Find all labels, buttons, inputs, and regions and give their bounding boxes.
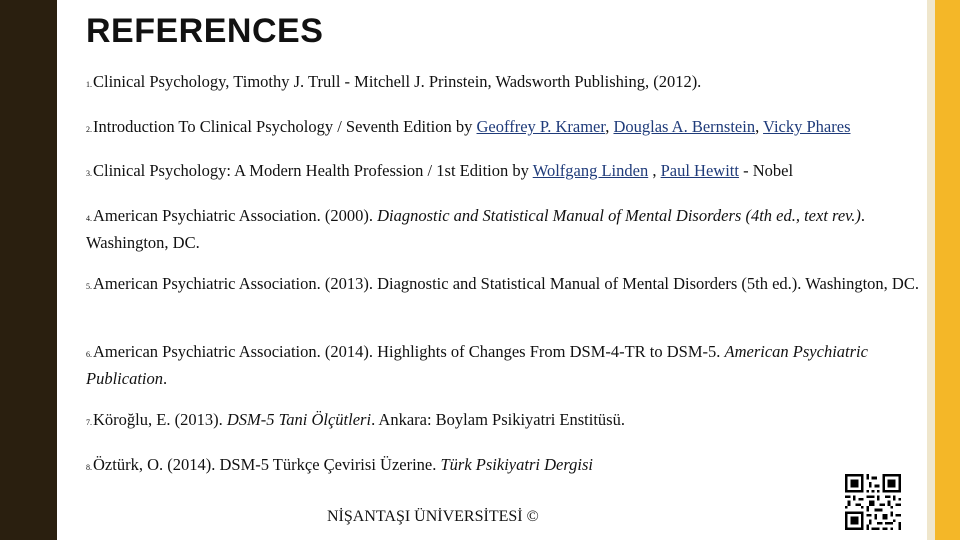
reference-text: American Psychiatric Association. (2013). Diagnostic and Statistical Manual of Mental Disorders (5th ed.). Washington, DC. [93,274,919,293]
slide-title: REFERENCES [86,12,324,50]
reference-item-2: 2.Introduction To Clinical Psychology / Seventh Edition by Geoffrey P. Kramer, Douglas A. Bernstein, Vicky Phares [86,117,851,136]
reference-item-5 [86,272,926,299]
reference-italic-title: American Psychiatric Publication [86,342,868,388]
reference-number: 2. [86,125,92,134]
right-accent-stripe [927,0,935,540]
reference-item-6 [86,340,926,391]
right-decorative-bar [935,0,960,540]
reference-suffix: . [163,369,168,388]
reference-italic-title: DSM-5 Tani Ölçütleri [226,410,372,429]
reference-text: Clinical Psychology, Timothy J. Trull - Mitchell J. Prinstein, Wadsworth Publishing, (2012). [93,72,702,91]
left-decorative-bar [0,0,57,540]
reference-italic-title: Diagnostic and Statistical Manual of Mental Disorders (4th ed., text rev.) [377,206,861,225]
reference-suffix: . Ankara: Boylam Psikiyatri Enstitüsü. [371,410,625,429]
reference-item-7 [86,408,926,435]
reference-text: American Psychiatric Association. (2000). [93,206,378,225]
reference-number: 7. [86,418,92,427]
reference-number: 8. [86,463,92,472]
reference-text: Introduction To Clinical Psychology / Seventh Edition by [93,117,477,136]
author-separator: , [648,161,661,180]
author-link-hewitt[interactable]: Paul Hewitt [660,161,739,180]
reference-text: Clinical Psychology: A Modern Health Profession / 1st Edition by [93,161,533,180]
reference-text: American Psychiatric Association. (2014). Highlights of Changes From DSM-4-TR to DSM-5. [93,342,725,361]
author-link-bernstein[interactable]: Douglas A. Bernstein [613,117,756,136]
reference-suffix: - Nobel [738,161,794,180]
reference-item-8 [86,453,926,480]
reference-suffix: . Washington, DC. [86,206,866,252]
reference-italic-title: Türk Psikiyatri Dergisi [440,455,593,474]
author-link-kramer[interactable]: Geoffrey P. Kramer [476,117,606,136]
author-link-phares[interactable]: Vicky Phares [763,117,851,136]
reference-number: 4. [86,214,92,223]
reference-item-1 [86,70,926,97]
reference-text: Öztürk, O. (2014). DSM-5 Türkçe Çevirisi Üzerine. [93,455,441,474]
footer-copyright: NİŞANTAŞI ÜNİVERSİTESİ © [327,508,539,525]
reference-number: 3. [86,169,92,178]
reference-item-3 [86,159,926,186]
reference-number: 1. [86,80,92,89]
reference-item-4 [86,204,926,255]
author-link-linden[interactable]: Wolfgang Linden [532,161,649,180]
reference-text: Köroğlu, E. (2013). [93,410,227,429]
reference-number: 5. [86,282,92,291]
qr-code-icon [845,474,901,530]
reference-number: 6. [86,350,92,359]
